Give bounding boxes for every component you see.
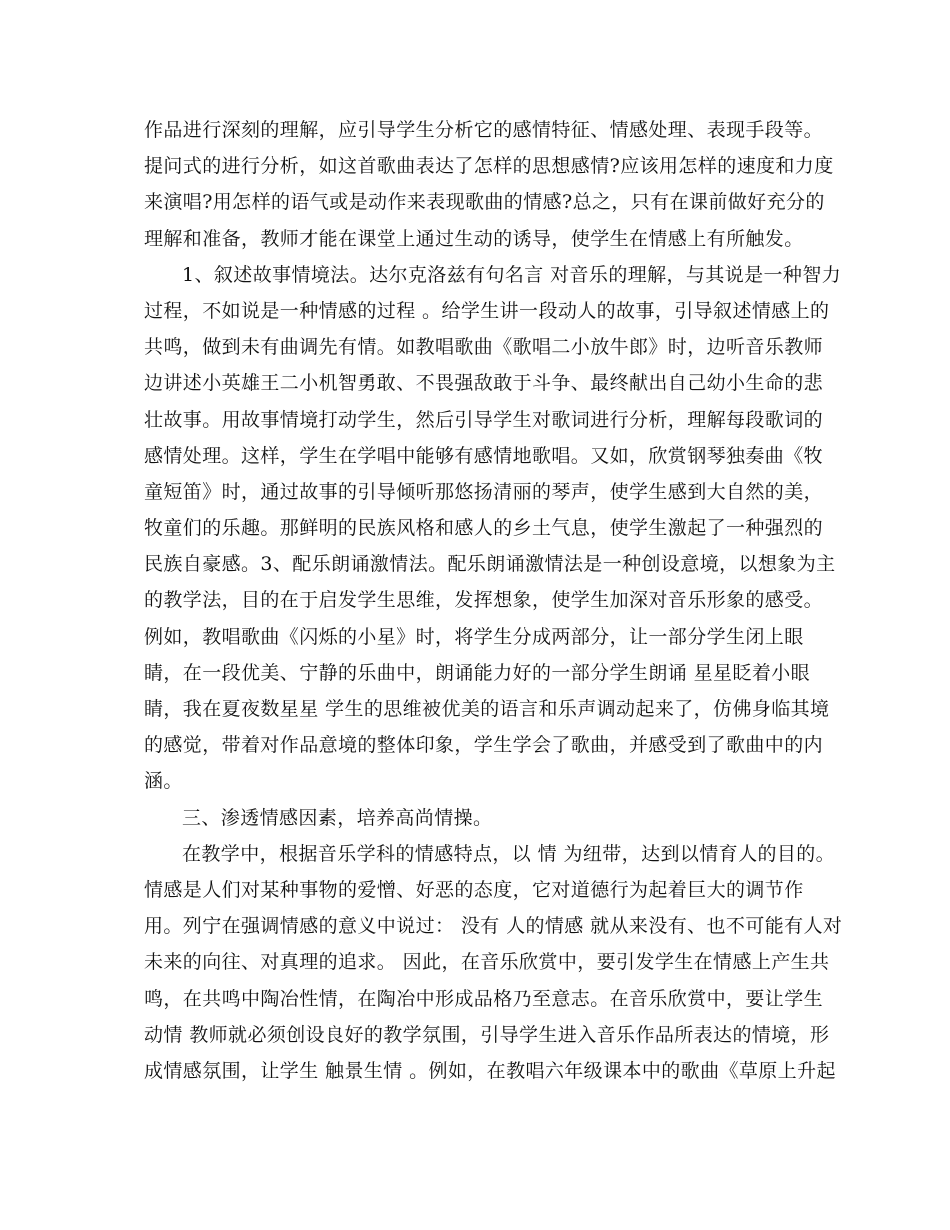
text-line: 未来的向往、对真理的追求。 因此，在音乐欣赏中，要引发学生在情感上产生共 xyxy=(144,951,830,974)
text-line: 睛，我在夏夜数星星 学生的思维被优美的语言和乐声调动起来了，仿佛身临其境 xyxy=(144,698,830,720)
text-line: 过程，不如说是一种情感的过程 。给学生讲一段动人的故事，引导叙述情感上的 xyxy=(144,299,830,322)
text-line: 成情感氛围，让学生 触景生情 。例如，在教唱六年级课本中的歌曲《草原上升起 xyxy=(144,1059,836,1082)
text-line: 理解和准备，教师才能在课堂上通过生动的诱导，使学生在情感上有所触发。 xyxy=(144,227,804,250)
text-line: 在教学中，根据音乐学科的情感特点，以 情 为纽带，达到以情育人的目的。 xyxy=(182,842,836,865)
text-line: 提问式的进行分析，如这首歌曲表达了怎样的思想感情?应该用怎样的速度和力度 xyxy=(144,155,834,178)
text-line: 的教学法，目的在于启发学生思维，发挥想象，使学生加深对音乐形象的感受。 xyxy=(144,589,824,612)
text-line: 壮故事。用故事情境打动学生，然后引导学生对歌词进行分析，理解每段歌词的 xyxy=(144,408,824,431)
text-line: 睛，在一段优美、宁静的乐曲中，朗诵能力好的一部分学生朗诵 星星眨着小眼 xyxy=(144,661,811,684)
text-line: 涵。 xyxy=(144,770,183,793)
text-line: 来演唱?用怎样的语气或是动作来表现歌曲的情感?总之，只有在课前做好充分的 xyxy=(144,191,825,214)
text-line: 例如，教唱歌曲《闪烁的小星》时，将学生分成两部分，让一部分学生闭上眼 xyxy=(144,625,804,648)
text-line: 感情处理。这样，学生在学唱中能够有感情地歌唱。又如，欣赏钢琴独奏曲《牧 xyxy=(144,444,824,467)
text-line: 的感觉，带着对作品意境的整体印象，学生学会了歌曲，并感受到了歌曲中的内 xyxy=(144,734,824,757)
text-line: 牧童们的乐趣。那鲜明的民族风格和感人的乡土气息，使学生激起了一种强烈的 xyxy=(144,517,824,540)
text-line: 1、叙述故事情境法。达尔克洛兹有句名言 对音乐的理解，与其说是一种智力 xyxy=(182,263,842,286)
text-line: 三、渗透情感因素，培养高尚情操。 xyxy=(182,806,493,829)
text-line: 边讲述小英雄王二小机智勇敢、不畏强敌敢于斗争、最终献出自己幼小生命的悲 xyxy=(144,372,824,395)
text-line: 作品进行深刻的理解，应引导学生分析它的感情特征、情感处理、表现手段等。 xyxy=(144,119,824,141)
text-line: 动情 教师就必须创设良好的教学氛围，引导学生进入音乐作品所表达的情境，形 xyxy=(144,1023,830,1046)
text-line: 民族自豪感。3、配乐朗诵激情法。配乐朗诵激情法是一种创设意境，以想象为主 xyxy=(144,553,836,576)
text-line: 童短笛》时，通过故事的引导倾听那悠扬清丽的琴声，使学生感到大自然的美， xyxy=(144,480,824,503)
text-line: 鸣，在共鸣中陶冶性情，在陶冶中形成品格乃至意志。在音乐欣赏中，要让学生 xyxy=(144,987,824,1010)
text-line: 情感是人们对某种事物的爱憎、好恶的态度，它对道德行为起着巨大的调节作 xyxy=(144,878,804,901)
text-line: 共鸣，做到未有曲调先有情。如教唱歌曲《歌唱二小放牛郎》时，边听音乐教师 xyxy=(144,336,824,359)
body-text xyxy=(144,112,843,1089)
text-line: 用。列宁在强调情感的意义中说过： 没有 人的情感 就从来没有、也不可能有人对 xyxy=(144,915,843,938)
